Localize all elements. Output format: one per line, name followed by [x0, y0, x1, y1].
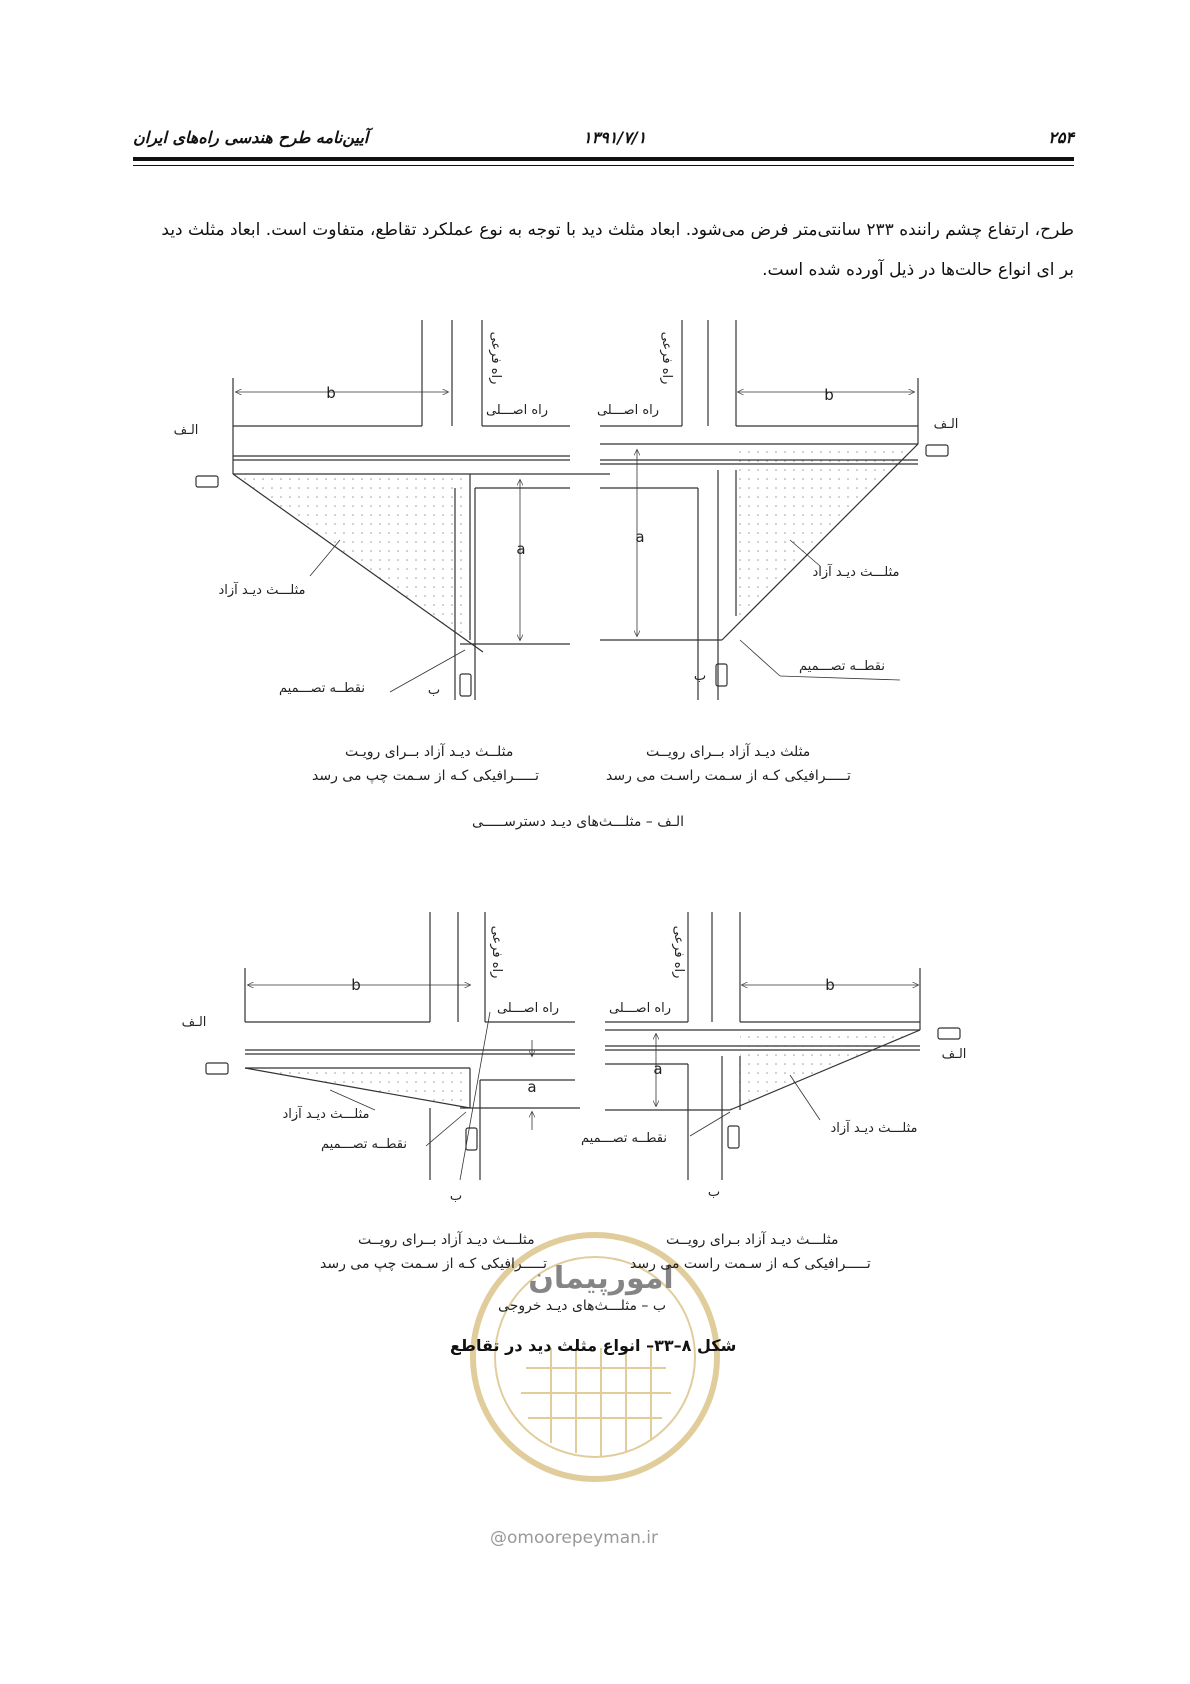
label-main-road: راه اصـــلی [596, 403, 660, 418]
subtitle-part-a: الـف – مثلـــث‌های دیـد دسترســـــی [472, 814, 684, 830]
watermark-site: @omoorepeyman.ir [490, 1528, 659, 1548]
label-alef: الـف [181, 1015, 207, 1030]
label-b: b [326, 384, 336, 402]
header-date: ۱۳۹۱/۷/۱ [583, 128, 647, 147]
caption-b-right-2: تـــــرافیکی کـه از سـمت راست می رسد [630, 1256, 871, 1272]
label-be: ب [693, 669, 707, 684]
label-main-road: راه اصـــلی [485, 403, 549, 418]
label-be: ب [427, 683, 441, 698]
diagram-a-right [600, 320, 948, 700]
label-decision-point: نقطــه تصـــمیم [799, 659, 885, 674]
caption-a-left-1: مثلــث دیـد آزاد بــرای رویـت [345, 744, 514, 760]
label-a: a [527, 1078, 537, 1096]
figure-caption: شکل ۸–۳۳– انواع مثلث دید در تقاطع [450, 1336, 737, 1355]
watermark-emblem-text: امورپیمان [528, 1261, 674, 1296]
label-sight-triangle: مثلـــث دیـد آزاد [812, 565, 900, 580]
body-line-2: بر ای انواع حالت‌ها در ذیل آورده شده است. [762, 260, 1074, 280]
label-decision-point: نقطــه تصـــمیم [321, 1137, 407, 1152]
caption-b-left-1: مثلـــث دیـد آزاد بــرای رویــت [358, 1232, 535, 1248]
label-main-road: راه اصـــلی [496, 1001, 560, 1016]
label-sight-triangle: مثلـــث دیـد آزاد [282, 1107, 370, 1122]
body-line-1: طرح، ارتفاع چشم راننده ۲۳۳ سانتی‌متر فرض می‌شود. ابعاد مثلث دید با توجه به نوع عملکرد تقاطع، متفاوت است. ابعاد مثلث دید [161, 220, 1074, 240]
label-decision-point: نقطــه تصـــمیم [581, 1131, 667, 1146]
label-b: b [825, 976, 835, 994]
label-side-road: راه فرعی [659, 331, 674, 385]
label-a: a [653, 1060, 663, 1078]
caption-b-right-1: مثلـــث دیـد آزاد بـرای رویــت [666, 1232, 839, 1248]
label-side-road: راه فرعی [489, 925, 504, 979]
label-be: ب [449, 1189, 463, 1204]
label-sight-triangle: مثلـــث دیـد آزاد [830, 1121, 918, 1136]
label-sight-triangle: مثلـــث دیـد آزاد [218, 583, 306, 598]
label-be: ب [707, 1185, 721, 1200]
header-title: آیین‌نامه طرح هندسی راه‌های ایران [133, 128, 369, 147]
label-b: b [824, 386, 834, 404]
label-b: b [351, 976, 361, 994]
caption-b-left-2: تـــــرافیکی کـه از سـمت چپ می رسد [320, 1256, 548, 1272]
caption-a-right-2: تـــــرافیکی کـه از سـمت راسـت می رسد [606, 768, 851, 784]
label-a: a [635, 528, 645, 546]
subtitle-part-b: ب – مثلـــث‌های دیـد خروجی [498, 1298, 667, 1314]
label-alef: الـف [933, 417, 959, 432]
label-main-road: راه اصـــلی [608, 1001, 672, 1016]
page-number: ۲۵۴ [1048, 128, 1074, 147]
label-decision-point: نقطــه تصـــمیم [279, 681, 365, 696]
label-side-road: راه فرعی [488, 331, 503, 385]
label-alef: الـف [941, 1047, 967, 1062]
caption-a-right-1: مثلث دیـد آزاد بــرای رویــت [646, 744, 811, 760]
label-side-road: راه فرعی [671, 925, 686, 979]
label-alef: الـف [173, 423, 199, 438]
label-a: a [516, 540, 526, 558]
diagram-a-left [196, 320, 610, 700]
caption-a-left-2: تـــــرافیکی کـه از سـمت چپ می رسد [312, 768, 540, 784]
